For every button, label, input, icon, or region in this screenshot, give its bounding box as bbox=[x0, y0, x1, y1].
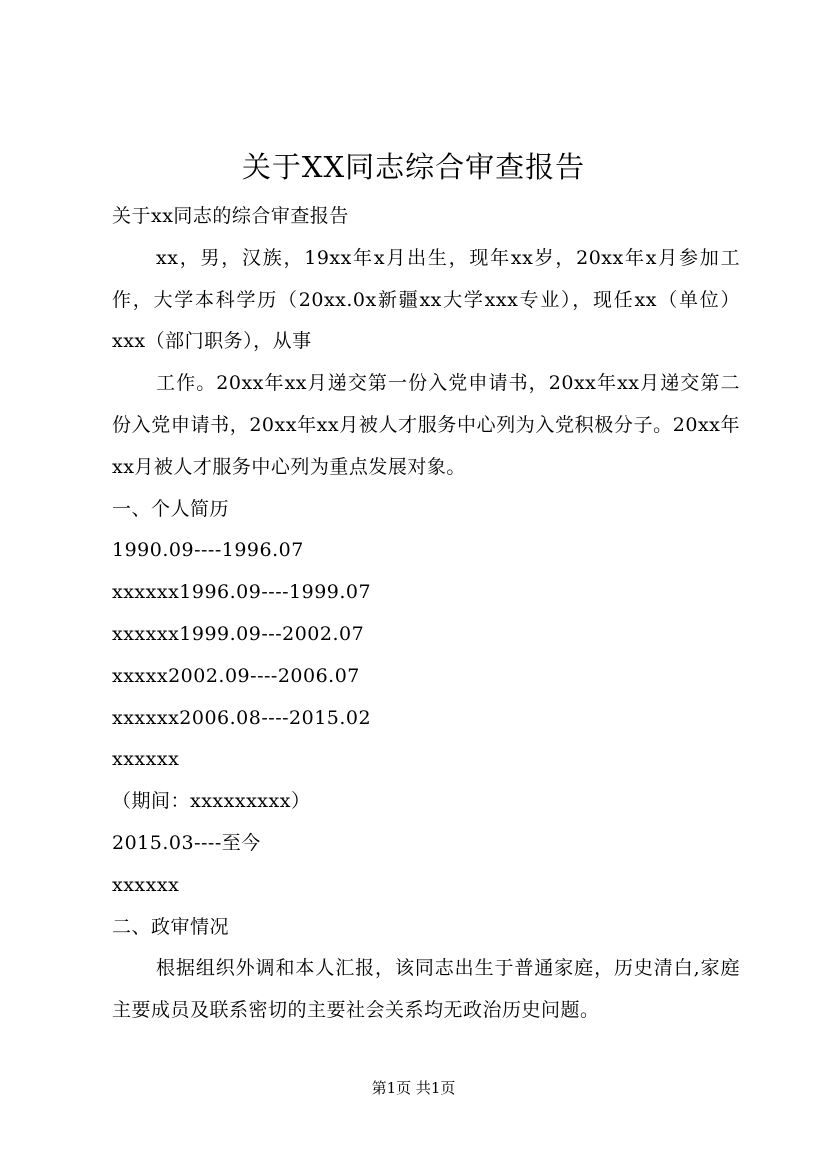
section-heading-resume: 一、个人简历 bbox=[112, 497, 230, 520]
resume-item: xxxxxx2006.08----2015.02 bbox=[112, 706, 372, 729]
political-review-paragraph: 根据组织外调和本人汇报，该同志出生于普通家庭，历史清白,家庭主要成员及联系密切的主要社会关系均无政治历史问题。 bbox=[112, 957, 740, 1022]
page-footer: 第1页 共1页 bbox=[371, 1079, 456, 1097]
personal-info-paragraph: xx，男，汉族，19xx年x月出生，现年xx岁，20xx年x月参加工作，大学本科学历（20xx.0x新疆xx大学xxx专业），现任xx（单位）xxx（部门职务），从事 bbox=[112, 246, 740, 353]
resume-item: 1990.09----1996.07 bbox=[112, 539, 304, 562]
resume-item: （期间：xxxxxxxxx） bbox=[112, 790, 311, 813]
party-application-paragraph: 工作。20xx年xx月递交第一份入党申请书，20xx年xx月递交第二份入党申请书，20xx年xx月被人才服务中心列为入党积极分子。20xx年xx月被人才服务中心列为重点发展对象。 bbox=[112, 372, 740, 478]
section-heading-political-review: 二、政审情况 bbox=[112, 915, 230, 938]
resume-item: xxxxx2002.09----2006.07 bbox=[112, 664, 360, 687]
resume-item: 2015.03----至今 bbox=[112, 831, 261, 854]
resume-item: xxxxxx1996.09----1999.07 bbox=[112, 581, 372, 604]
resume-item: xxxxxx bbox=[112, 873, 180, 896]
resume-item: xxxxxx bbox=[112, 748, 180, 771]
document-body bbox=[112, 196, 740, 1032]
subtitle-paragraph: 关于xx同志的综合审查报告 bbox=[112, 205, 349, 227]
document-title: 关于XX同志综合审查报告 bbox=[241, 150, 586, 184]
resume-item: xxxxxx1999.09---2002.07 bbox=[112, 622, 365, 645]
